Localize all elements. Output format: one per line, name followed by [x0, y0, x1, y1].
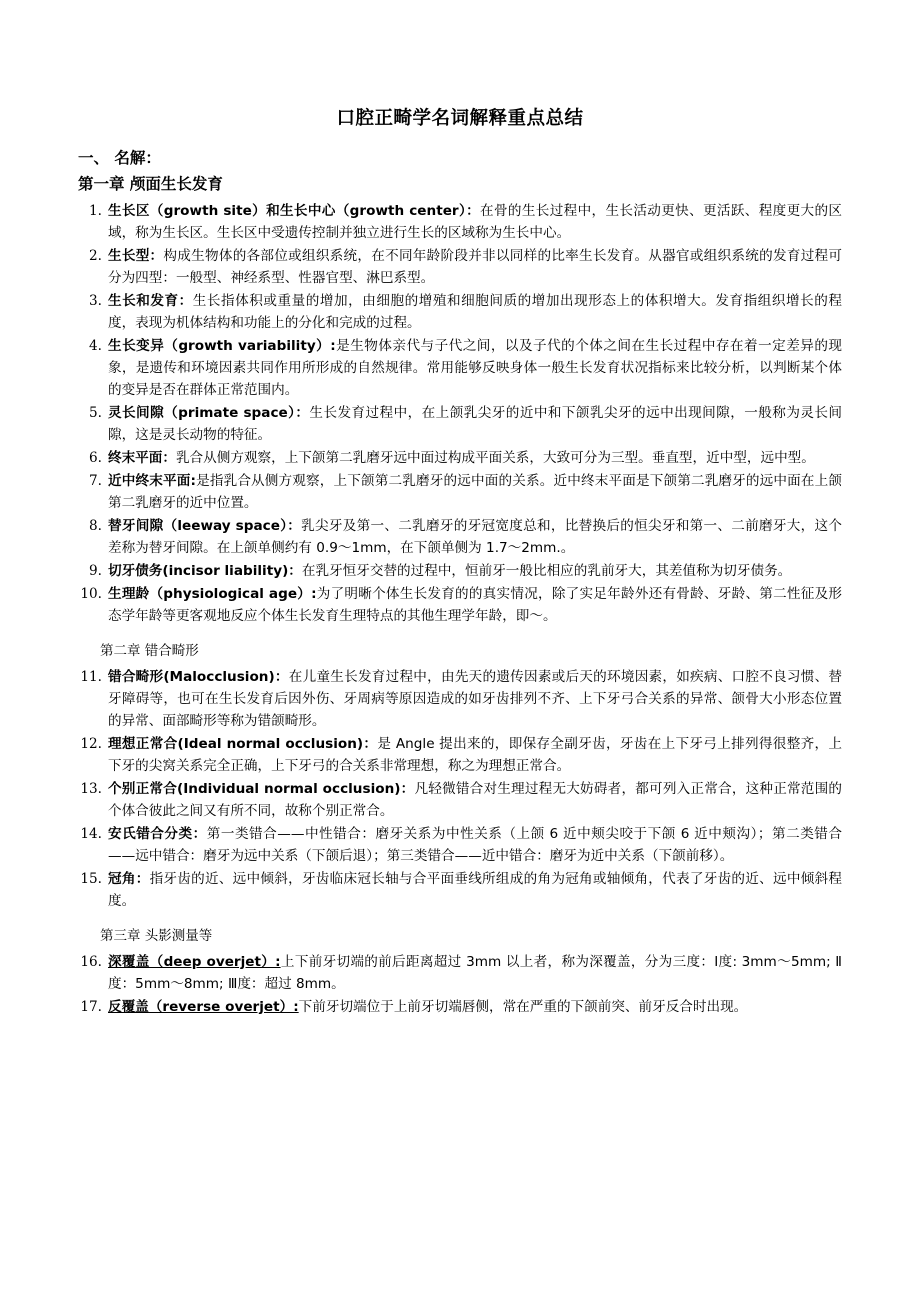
entry-definition: 生长指体积或重量的增加，由细胞的增殖和细胞间质的增加出现形态上的体积增大。发育指组织增长的程度，表现为机体结构和功能上的分化和完成的过程。: [108, 293, 843, 332]
entry-number: 13.: [80, 781, 102, 797]
entry-list-chapter-2: [78, 666, 842, 912]
entry-number: 16.: [80, 953, 102, 970]
entry-term: 生长和发育：: [108, 293, 193, 310]
entry-term: 个别正常合(Individual normal occlusion)：: [108, 781, 415, 797]
entry-definition: 是指乳合从侧方观察，上下颌第二乳磨牙的远中面的关系。近中终末平面是下颌第二乳磨牙的远中面在上颌第二乳磨牙的近中位置。: [108, 473, 843, 512]
page-title: 口腔正畸学名词解释重点总结: [336, 108, 584, 129]
entry-number: 15.: [80, 871, 102, 888]
entry-definition: 下前牙切端位于上前牙切端唇侧，常在严重的下颌前突、前牙反合时出现。: [298, 998, 748, 1015]
glossary-entry: [78, 290, 842, 334]
entry-number: 12.: [80, 735, 102, 752]
entry-term: 替牙间隙（leeway space）：: [108, 518, 302, 535]
entry-term: 错合畸形(Malocclusion)：: [108, 668, 289, 685]
entry-list-chapter-1: [78, 200, 842, 627]
glossary-entry: [78, 515, 842, 559]
glossary-entry: [78, 245, 842, 289]
entry-term: 近中终末平面:: [108, 473, 196, 490]
entry-definition: 构成生物体的各部位或组织系统，在不同年龄阶段并非以同样的比率生长发育。从器官或组织系统的发育过程可分为四型：一般型、神经系型、性器官型、淋巴系型。: [108, 248, 843, 287]
entry-number: 5.: [89, 405, 102, 422]
entry-term: 安氏错合分类：: [108, 826, 207, 843]
chapter-heading-3: 第三章 头影测量等: [100, 928, 213, 945]
entry-term: 深覆盖（deep overjet）:: [108, 953, 281, 970]
entry-term: 灵长间隙（primate space）：: [108, 405, 310, 422]
entry-definition: 第一类错合——中性错合：磨牙关系为中性关系（上颌 6 近中颊尖咬于下颌 6 近中颊沟）；第二类错合——远中错合：磨牙为远中关系（下颌后退）；第三类错合——近中错合：磨牙为近中关系（下颌前移）。: [108, 826, 843, 865]
chapter-heading-1: 第一章 颅面生长发育: [78, 175, 223, 194]
entry-definition: 指牙齿的近、远中倾斜，牙齿临床冠长轴与合平面垂线所组成的角为冠角或轴倾角，代表了牙齿的近、远中倾斜程度。: [108, 871, 842, 910]
entry-definition: 在骨的生长过程中，生长活动更快、更活跃、程度更大的区域，称为生长区。生长区中受遗传控制并独立进行生长的区域称为生长中心。: [108, 203, 843, 242]
entry-definition: 是生物体亲代与子代之间，以及子代的个体之间在生长过程中存在着一定差异的现象，是遗传和环境因素共同作用所形成的自然规律。常用能够反映身体一般生长发育状况指标来比较分析，以判断某个体的变异是否在群体正常范围内。: [108, 338, 842, 399]
glossary-entry: [78, 778, 842, 822]
glossary-entry: [78, 447, 842, 469]
entry-term: 生长变异（growth variability）:: [108, 338, 336, 355]
entry-term: 理想正常合(Ideal normal occlusion)：: [108, 735, 378, 752]
glossary-entry: [78, 583, 842, 627]
entry-definition: 为了明晰个体生长发育的的真实情况，除了实足年龄外还有骨龄、牙龄、第二性征及形态学年龄等更客观地反应个体生长发育生理特点的其他生理学年龄，即～。: [108, 586, 842, 625]
entry-definition: 凡轻微错合对生理过程无大妨碍者，都可列入正常合，这种正常范围的个体合彼此之间又有所不同，故称个别正常合。: [108, 781, 843, 820]
glossary-entry: [78, 200, 842, 244]
section-heading: 一、 名解：: [78, 149, 161, 167]
entry-term: 生长型：: [108, 248, 164, 265]
entry-term: 切牙债务(incisor liability)：: [108, 563, 302, 580]
entry-term: 冠角：: [108, 871, 150, 888]
glossary-entry: [78, 402, 842, 446]
entry-number: 10.: [80, 586, 102, 603]
entry-term: 反覆盖（reverse overjet）:: [108, 998, 299, 1015]
glossary-entry: [78, 666, 842, 732]
entry-term: 终末平面：: [108, 450, 176, 467]
entry-number: 3.: [89, 293, 102, 310]
entry-definition: 乳尖牙及第一、二乳磨牙的牙冠宽度总和，比替换后的恒尖牙和第一、二前磨牙大，这个差称为替牙间隙。在上颌单侧约有 0.9～1mm，在下颌单侧为 1.7～2mm.。: [108, 518, 843, 557]
entry-number: 8.: [89, 518, 102, 535]
glossary-entry: [78, 470, 842, 514]
entry-number: 4.: [89, 338, 102, 355]
glossary-entry: [78, 951, 842, 995]
entry-term: 生理龄（physiological age）:: [108, 586, 317, 603]
entry-definition: 生长发育过程中，在上颌乳尖牙的近中和下颌乳尖牙的远中出现间隙，一般称为灵长间隙，这是灵长动物的特征。: [108, 405, 843, 444]
entry-number: 7.: [89, 473, 102, 490]
entry-definition: 是 Angle 提出来的，即保存全副牙齿，牙齿在上下牙弓上排列得很整齐，上下牙的尖窝关系完全正确，上下牙弓的合关系非常理想，称之为理想正常合。: [108, 735, 842, 774]
entry-definition: 在乳牙恒牙交替的过程中，恒前牙一般比相应的乳前牙大，其差值称为切牙债务。: [301, 563, 792, 580]
glossary-entry: [78, 868, 842, 912]
glossary-entry: [78, 996, 842, 1018]
glossary-entry: [78, 823, 842, 867]
chapter-heading-2: 第二章 错合畸形: [100, 643, 199, 660]
glossary-entry: [78, 560, 842, 582]
entry-definition: 乳合从侧方观察，上下颌第二乳磨牙远中面过构成平面关系，大致可分为三型。垂直型，近中型，远中型。: [175, 450, 815, 467]
entry-number: 1.: [89, 203, 102, 220]
entry-list-chapter-3: [78, 951, 842, 1018]
entry-term: 生长区（growth site）和生长中心（growth center）：: [108, 203, 481, 220]
entry-number: 9.: [89, 563, 102, 580]
glossary-entry: [78, 733, 842, 777]
entry-definition: 上下前牙切端的前后距离超过 3mm 以上者，称为深覆盖，分为三度：Ⅰ度: 3mm～5mm; Ⅱ度：5mm～8mm; Ⅲ度：超过 8mm。: [108, 953, 842, 992]
entry-number: 11.: [80, 668, 102, 685]
glossary-entry: [78, 335, 842, 401]
entry-number: 2.: [89, 248, 102, 265]
entry-definition: 在儿童生长发育过程中，由先天的遗传因素或后天的环境因素，如疾病、口腔不良习惯、替牙障碍等，也可在生长发育后因外伤、牙周病等原因造成的如牙齿排列不齐、上下牙弓合关系的异常、颌骨大小形态位置的异常、面部畸形等称为错颌畸形。: [108, 668, 842, 729]
entry-number: 17.: [80, 998, 102, 1015]
entry-number: 14.: [80, 826, 102, 843]
entry-number: 6.: [89, 450, 102, 467]
